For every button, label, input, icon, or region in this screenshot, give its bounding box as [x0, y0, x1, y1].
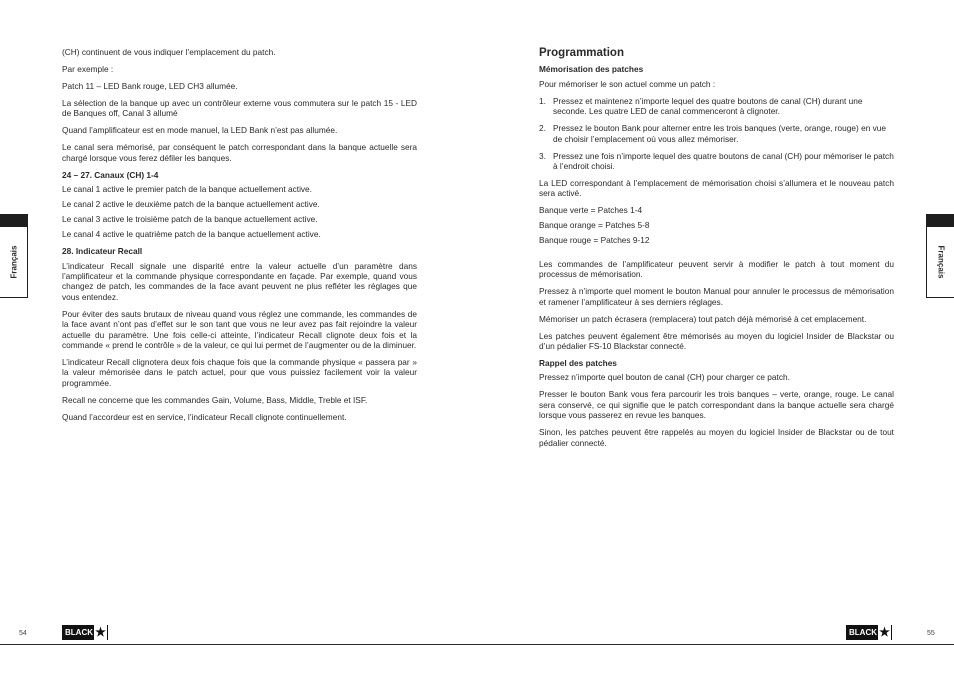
language-tab-right — [926, 214, 954, 298]
blackstar-logo-right — [846, 625, 892, 640]
paragraph: Patch 11 – LED Bank rouge, LED CH3 allumée. — [62, 81, 238, 91]
paragraph: (CH) continuent de vous indiquer l’emplacement du patch. — [62, 47, 276, 57]
page-number-left: 54 — [19, 630, 27, 637]
paragraph: Les commandes de l’amplificateur peuvent servir à modifier le patch à tout moment du processus de mémorisation. — [539, 258, 894, 280]
paragraph: Le canal sera mémorisé, par conséquent le patch correspondant dans la banque actuelle sera chargé lorsque vous ferez défiler les banques. — [62, 142, 417, 163]
bank-green: Banque verte = Patches 1-4 — [539, 205, 643, 216]
step-number: 1. — [539, 95, 546, 106]
section-heading-recall: 28. Indicateur Recall — [62, 246, 143, 257]
list-item — [539, 96, 894, 117]
page-title: Programmation — [539, 47, 624, 59]
paragraph: Pour éviter des sauts brutaux de niveau quand vous réglez une commande, les commandes de la face avant n’ont pas d’effet sur le son tant que vous ne leur avez pas fait rejoindre la valeur actuelle du paramètre. Une fois celle-ci atteinte, l’indicateur Recall clignote deux fois et la commande « prend le contrôle » de la valeur, ce qui lui permet de l’augmenter ou de la diminuer. — [62, 308, 417, 351]
star-icon: ★ — [879, 625, 890, 639]
list-item — [539, 151, 894, 172]
paragraph: L’indicateur Recall clignotera deux fois chaque fois que la commande physique « passera par » la valeur mémorisée dans le patch actuel, pour que vous puissiez facilement voir la valeur programmée. — [62, 357, 417, 388]
logo-text: BLACK — [849, 628, 877, 637]
footer-divider-right — [477, 644, 954, 645]
paragraph: Le canal 3 active le troisième patch de la banque actuellement active. — [62, 214, 318, 225]
step-text: Pressez une fois n’importe lequel des quatre boutons de canal (CH) pour mémoriser le patch à l’endroit choisi. — [553, 150, 894, 172]
right-column — [539, 47, 894, 455]
paragraph: L’indicateur Recall signale une disparité entre la valeur actuelle d’un paramètre dans l’amplificateur et la commande physique correspondante en façade. Par exemple, quand vous changez de patch, les commandes de la face avant peuvent ne plus refléter les réglages que vous entendez. — [62, 260, 417, 302]
footer-divider-left — [0, 644, 477, 645]
paragraph: Le canal 2 active le deuxième patch de la banque actuellement active. — [62, 199, 320, 210]
paragraph: Pour mémoriser le son actuel comme un patch : — [539, 78, 716, 89]
step-text: Pressez le bouton Bank pour alterner entre les trois banques (verte, orange, rouge) en vue de choisir l’emplacement où vous allez mémoriser. — [553, 123, 886, 144]
section-heading-canaux: 24 – 27. Canaux (CH) 1-4 — [62, 169, 159, 180]
step-number: 2. — [539, 123, 546, 134]
logo-text: BLACK — [65, 628, 93, 637]
bank-red: Banque rouge = Patches 9-12 — [539, 235, 650, 246]
paragraph: Le canal 4 active le quatrième patch de la banque actuellement active. — [62, 229, 321, 240]
language-label: Français — [936, 245, 945, 279]
list-item — [539, 123, 894, 144]
paragraph: Sinon, les patches peuvent être rappelés au moyen du logiciel Insider de Blackstar ou de tout pédalier connecté. — [539, 427, 894, 448]
paragraph: La LED correspondant à l’emplacement de mémorisation choisi s’allumera et le nouveau patch sera activé. — [539, 178, 894, 199]
language-tab-left — [0, 214, 28, 298]
page-number-right: 55 — [927, 630, 935, 637]
language-label: Français — [9, 245, 18, 279]
paragraph: Presser le bouton Bank vous fera parcourir les trois banques – verte, orange, rouge. Le canal sera conservé, ce qui signifie que le patch correspondant dans la banque actuelle sera chargé lorsque vous passerez en revue les banques. — [539, 389, 894, 421]
paragraph: Mémoriser un patch écrasera (remplacera) tout patch déjà mémorisé à cet emplacement. — [539, 313, 867, 324]
paragraph: Les patches peuvent également être mémorisés au moyen du logiciel Insider de Blackstar ou d’un pédalier FS-10 Blackstar connecté. — [539, 330, 894, 352]
left-column — [62, 47, 417, 429]
step-number: 3. — [539, 150, 546, 161]
section-heading-memorisation: Mémorisation des patches — [539, 64, 644, 75]
paragraph: Pressez à n’importe quel moment le bouton Manual pour annuler le processus de mémorisation et ramener l’amplificateur à ses derniers réglages. — [539, 286, 894, 307]
paragraph: Quand l’accordeur est en service, l’indicateur Recall clignote continuellement. — [62, 411, 347, 422]
step-text: Pressez et maintenez n’importe lequel des quatre boutons de canal (CH) durant une seconde. Les quatre LED de canal commenceront à clignoter. — [553, 95, 863, 117]
star-icon: ★ — [95, 625, 106, 639]
paragraph: Quand l’amplificateur est en mode manuel, la LED Bank n’est pas allumée. — [62, 125, 338, 136]
blackstar-logo-left — [62, 625, 108, 640]
section-heading-rappel: Rappel des patches — [539, 358, 617, 369]
paragraph: Par exemple : — [62, 64, 114, 74]
paragraph: La sélection de la banque up avec un contrôleur externe vous commutera sur le patch 15 - LED de Banques off, Canal 3 allumé — [62, 98, 417, 119]
paragraph: Pressez n’importe quel bouton de canal (CH) pour charger ce patch. — [539, 372, 790, 383]
paragraph: Le canal 1 active le premier patch de la banque actuellement active. — [62, 184, 312, 195]
paragraph: Recall ne concerne que les commandes Gain, Volume, Bass, Middle, Treble et ISF. — [62, 394, 368, 405]
steps-list — [539, 96, 894, 172]
bank-orange: Banque orange = Patches 5-8 — [539, 220, 650, 231]
